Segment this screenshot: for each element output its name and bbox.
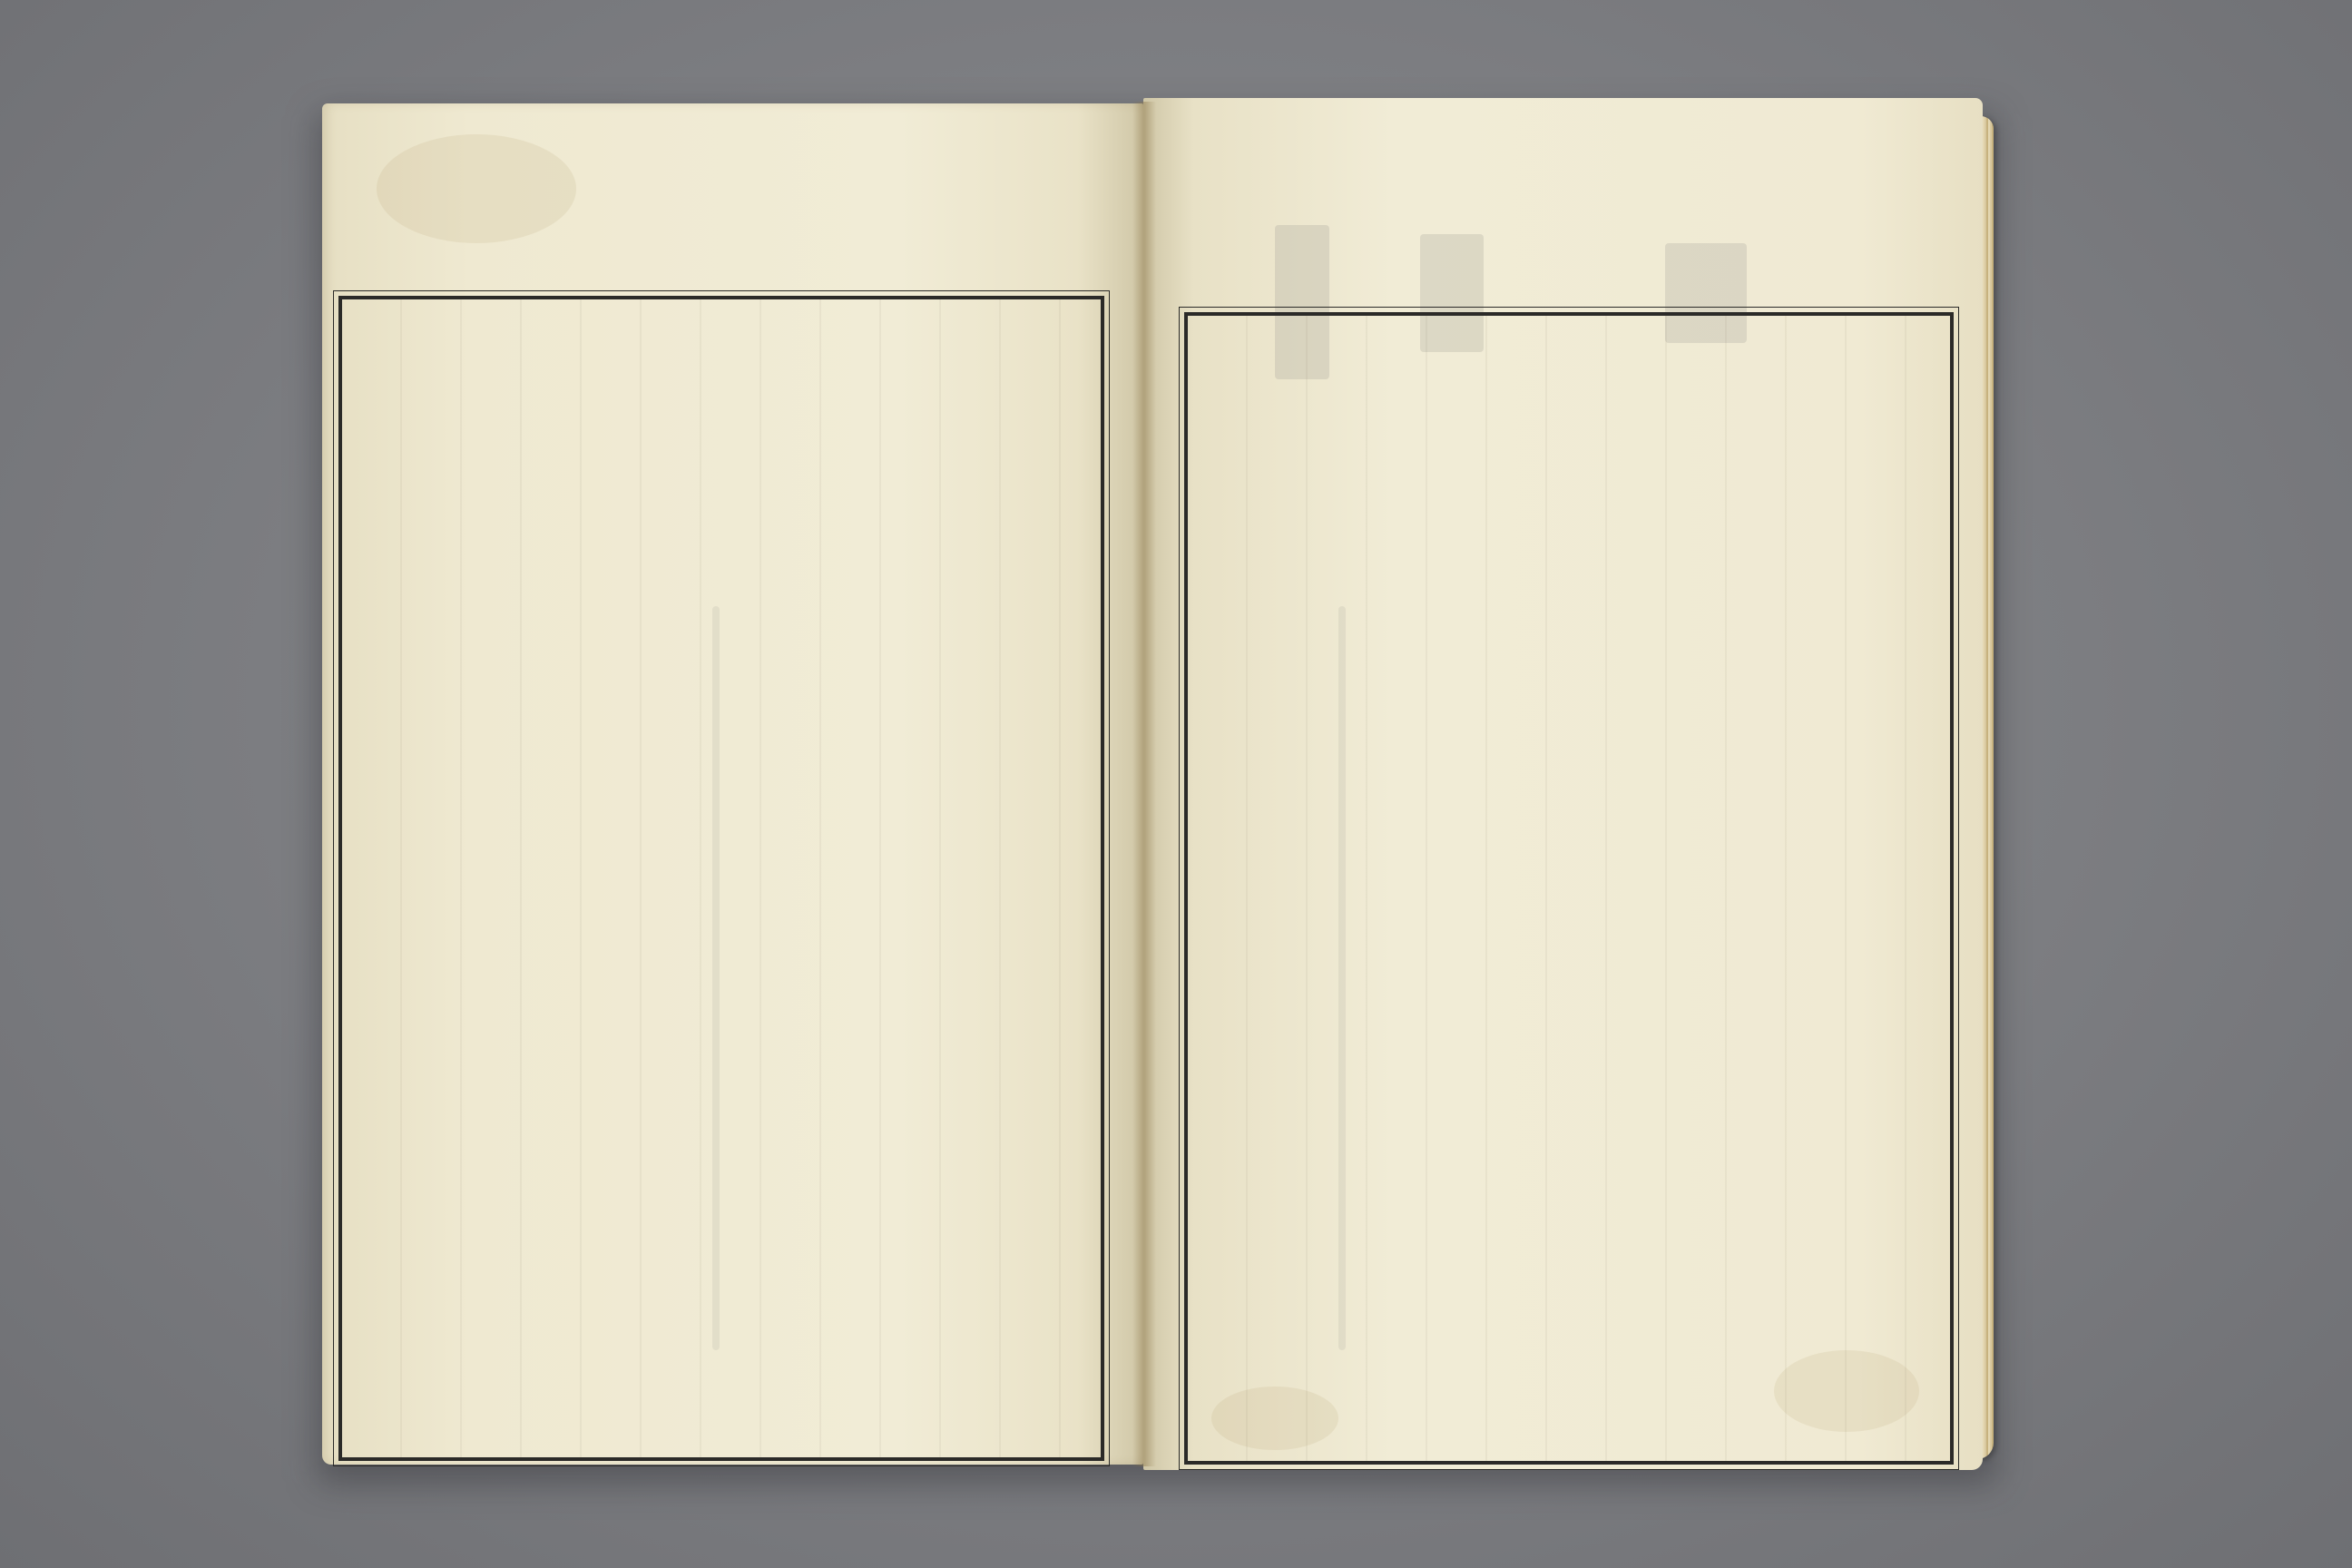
spine-gutter xyxy=(1132,102,1156,1466)
right-print-frame xyxy=(1184,312,1954,1465)
paper-stain xyxy=(377,134,576,243)
left-print-frame xyxy=(338,296,1104,1461)
open-book xyxy=(322,98,1994,1465)
